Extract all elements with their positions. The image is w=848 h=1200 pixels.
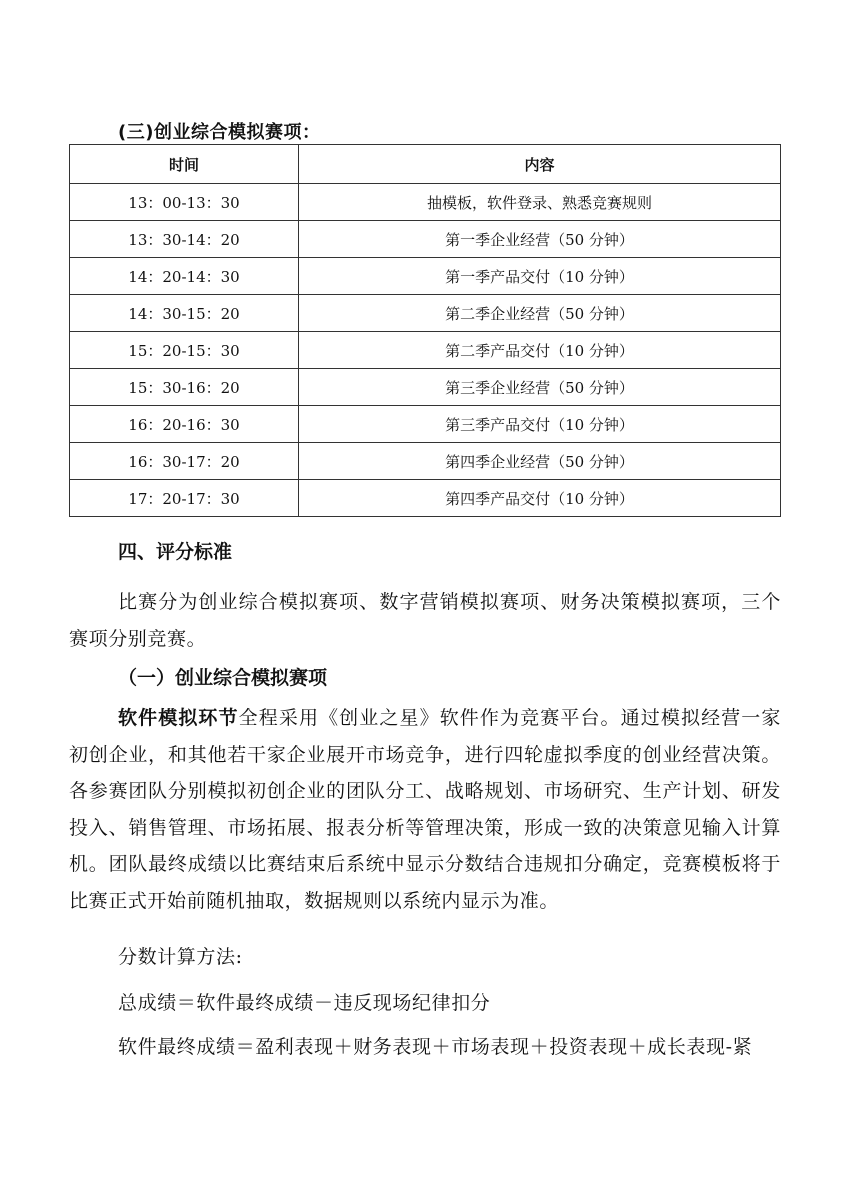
- time-cell: 16：20-16：30: [70, 406, 299, 443]
- content-cell: 第三季企业经营（50 分钟）: [299, 369, 781, 406]
- column-header-content: 内容: [299, 145, 781, 184]
- content-cell: 第二季企业经营（50 分钟）: [299, 295, 781, 332]
- table-row: [70, 480, 781, 517]
- time-cell: 14：20-14：30: [70, 258, 299, 295]
- time-cell: 13：30-14：20: [70, 221, 299, 258]
- subsection-heading: （一）创业综合模拟赛项: [118, 667, 328, 689]
- software-score-formula: 软件最终成绩＝盈利表现＋财务表现＋市场表现＋投资表现＋成长表现-紧: [118, 1036, 753, 1058]
- table-row: [70, 221, 781, 258]
- score-method-label: 分数计算方法:: [118, 946, 243, 968]
- content-cell: 第一季企业经营（50 分钟）: [299, 221, 781, 258]
- table-row: [70, 369, 781, 406]
- software-simulation-paragraph: [69, 700, 781, 919]
- time-cell: 16：30-17：20: [70, 443, 299, 480]
- table-header-row: [70, 145, 781, 184]
- total-score-formula: 总成绩＝软件最终成绩－违反现场纪律扣分: [118, 992, 491, 1014]
- paragraph-body: 全程采用《创业之星》软件作为竞赛平台。通过模拟经营一家初创企业，和其他若干家企业展开市场竞争，进行四轮虚拟季度的创业经营决策。各参赛团队分别模拟初创企业的团队分工、战略规划、市场研究、生产计划、研发投入、销售管理、市场拓展、报表分析等管理决策，形成一致的决策意见输入计算机。团队最终成绩以比赛结束后系统中显示分数结合违规扣分确定，竞赛模板将于比赛正式开始前随机抽取，数据规则以系统内显示为准。: [69, 707, 781, 912]
- content-cell: 第三季产品交付（10 分钟）: [299, 406, 781, 443]
- time-cell: 13：00-13：30: [70, 184, 299, 221]
- content-cell: 第一季产品交付（10 分钟）: [299, 258, 781, 295]
- content-cell: 抽模板，软件登录、熟悉竞赛规则: [299, 184, 781, 221]
- schedule-table: [69, 144, 781, 517]
- scoring-heading: 四、评分标准: [118, 541, 233, 563]
- content-cell: 第四季产品交付（10 分钟）: [299, 480, 781, 517]
- table-row: [70, 406, 781, 443]
- time-cell: 17：20-17：30: [70, 480, 299, 517]
- table-row: [70, 332, 781, 369]
- table-row: [70, 443, 781, 480]
- table-row: [70, 295, 781, 332]
- time-cell: 15：30-16：20: [70, 369, 299, 406]
- table-row: [70, 184, 781, 221]
- paragraph-lead-term: 软件模拟环节: [118, 707, 239, 729]
- content-cell: 第四季企业经营（50 分钟）: [299, 443, 781, 480]
- section-heading: (三)创业综合模拟赛项：: [118, 122, 321, 143]
- scoring-intro-paragraph: 比赛分为创业综合模拟赛项、数字营销模拟赛项、财务决策模拟赛项，三个赛项分别竞赛。: [69, 591, 781, 650]
- column-header-time: 时间: [70, 145, 299, 184]
- time-cell: 14：30-15：20: [70, 295, 299, 332]
- table-row: [70, 258, 781, 295]
- content-cell: 第二季产品交付（10 分钟）: [299, 332, 781, 369]
- time-cell: 15：20-15：30: [70, 332, 299, 369]
